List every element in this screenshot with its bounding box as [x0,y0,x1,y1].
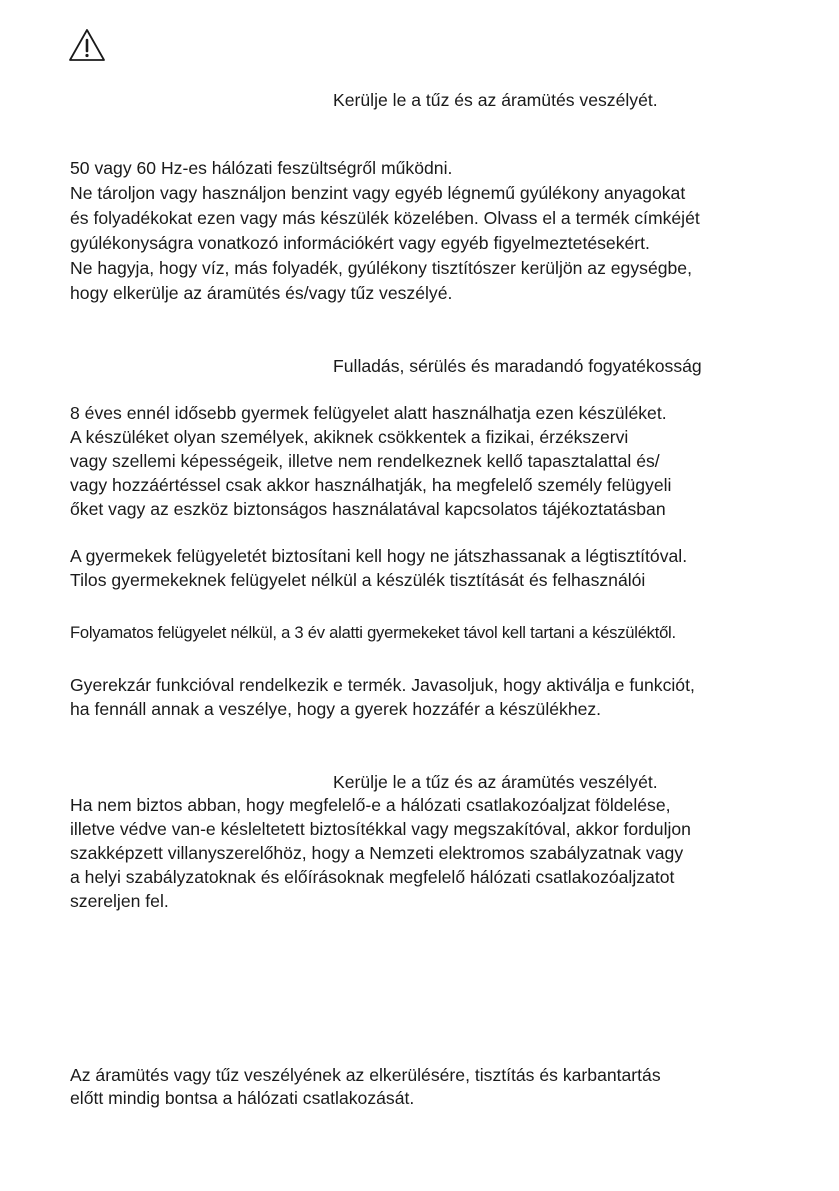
text-line: hogy elkerülje az áramütés és/vagy tűz veszélyé. [70,283,453,303]
text-line: A gyermekek felügyeletét biztosítani kell hogy ne játszhassanak a légtisztítóval. [70,546,688,566]
text-line: gyúlékonyságra vonatkozó információkért vagy egyéb figyelmeztetésekért. [70,233,650,253]
text-line: vagy szellemi képességeik, illetve nem rendelkeznek kellő tapasztalattal és/ [70,451,660,471]
text-line: ha fennáll annak a veszélye, hogy a gyerek hozzáfér a készülékhez. [70,699,602,719]
text-line: A készüléket olyan személyek, akiknek csökkentek a fizikai, érzékszervi [70,427,629,447]
heading-fire-shock-2: Kerülje le a tűz és az áramütés veszélyét. [333,772,658,792]
text-line: szereljen fel. [70,891,169,911]
text-line: és folyadékokat ezen vagy más készülék közelében. Olvass el a termék címkéjét [70,208,700,228]
text-line: Tilos gyermekeknek felügyelet nélkül a készülék tisztítását és felhasználói [70,570,646,590]
text-line: Az áramütés vagy tűz veszélyének az elkerülésére, tisztítás és karbantartás [70,1065,661,1085]
text-line: illetve védve van-e késleltetett biztosítékkal vagy megszakítóval, akkor forduljon [70,819,691,839]
text-line: Folyamatos felügyelet nélkül, a 3 év alatti gyermekeket távol kell tartani a készüléktől. [70,623,676,642]
text-line: Ne hagyja, hogy víz, más folyadék, gyúlékony tisztítószer kerüljön az egységbe, [70,258,692,278]
text-line: Ha nem biztos abban, hogy megfelelő-e a hálózati csatlakozóaljzat földelése, [70,795,671,815]
text-line: őket vagy az eszköz biztonságos használatával kapcsolatos tájékoztatásban [70,499,666,519]
text-line: 50 vagy 60 Hz-es hálózati feszültségről működni. [70,158,453,178]
text-line: a helyi szabályzatoknak és előírásoknak megfelelő hálózati csatlakozóaljzatot [70,867,675,887]
text-line: 8 éves ennél idősebb gyermek felügyelet alatt használhatja ezen készüléket. [70,403,667,423]
text-line: Gyerekzár funkcióval rendelkezik e termék. Javasoljuk, hogy aktiválja e funkciót, [70,675,695,695]
text-line: előtt mindig bontsa a hálózati csatlakozását. [70,1088,415,1108]
warning-triangle-icon [68,28,106,62]
text-line: szakképzett villanyszerelőhöz, hogy a Nemzeti elektromos szabályzatnak vagy [70,843,684,863]
text-line: vagy hozzáértéssel csak akkor használhatják, ha megfelelő személy felügyeli [70,475,672,495]
text-line: Ne tároljon vagy használjon benzint vagy egyéb légnemű gyúlékony anyagokat [70,183,686,203]
heading-suffocation: Fulladás, sérülés és maradandó fogyatékosság [333,356,702,376]
heading-fire-shock: Kerülje le a tűz és az áramütés veszélyét. [333,90,658,110]
